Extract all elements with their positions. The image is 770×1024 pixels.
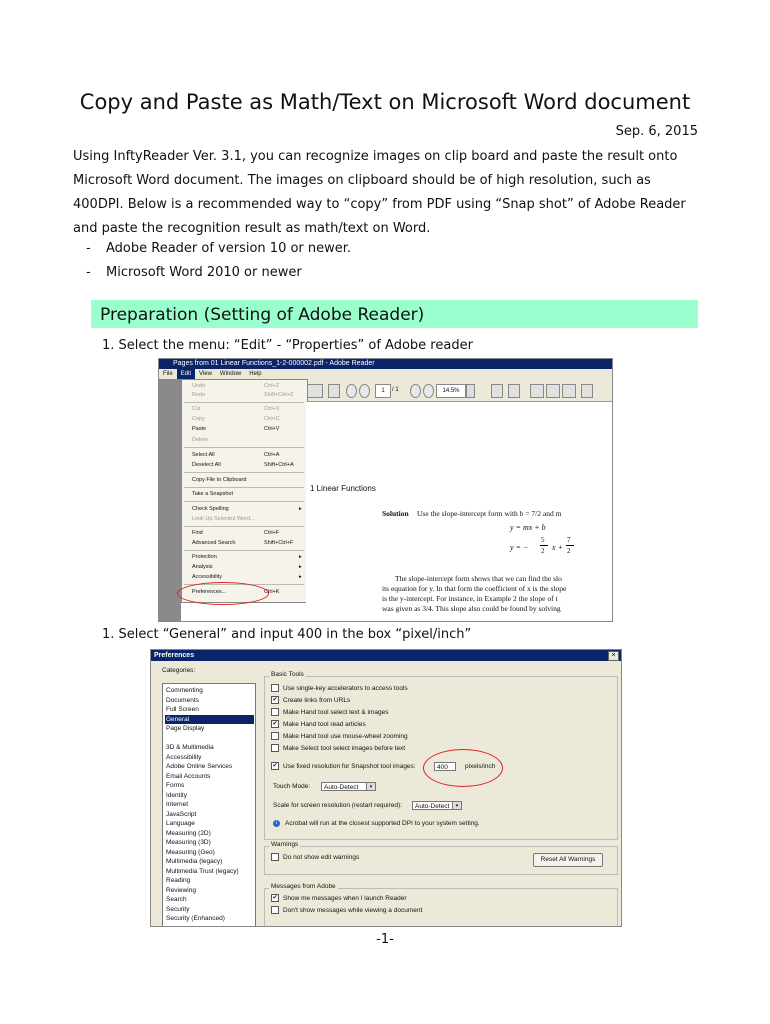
category-item[interactable]: Full Screen <box>166 706 199 713</box>
checkbox[interactable] <box>271 744 279 752</box>
zoom-dropdown-icon[interactable] <box>466 384 475 398</box>
category-item[interactable]: Reviewing <box>166 886 196 894</box>
bullet-adobe-reader: Adobe Reader of version 10 or newer. <box>106 241 352 256</box>
menu-item-take-snapshot[interactable]: Take a Snapshot <box>192 491 233 497</box>
resolution-highlight <box>423 749 503 787</box>
option-hand-select[interactable]: Make Hand tool select text & images <box>271 708 389 718</box>
menu-item-select-all[interactable]: Select All Ctrl+A <box>192 452 280 458</box>
pdf-frac2-bar <box>566 545 574 546</box>
pdf-content <box>306 402 612 621</box>
pdf-equation-2-mid: x + <box>552 543 563 552</box>
category-item[interactable]: Page Display <box>166 725 205 732</box>
category-item[interactable]: Email Accounts <box>166 772 211 780</box>
pdf-heading: 1 Linear Functions <box>310 484 376 493</box>
snapshot-resolution-input[interactable]: 400 <box>434 762 456 771</box>
checkbox[interactable] <box>271 684 279 692</box>
option-edit-warnings[interactable]: Do not show edit warnings <box>271 853 359 863</box>
intro-line-2: Microsoft Word document. The images on clipboard should be of high resolution, such as <box>73 173 651 188</box>
page-number-input[interactable]: 1 <box>375 384 391 398</box>
preferences-dialog-screenshot <box>150 649 622 927</box>
pdf-solution-label: Solution <box>382 509 409 518</box>
chevron-down-icon: ▾ <box>366 783 375 790</box>
email-icon[interactable] <box>328 384 340 398</box>
menu-edit[interactable]: Edit <box>177 369 195 379</box>
menu-item-check-spelling[interactable]: Check Spelling ▸ <box>192 506 302 512</box>
checkbox-checked[interactable]: ✔ <box>272 895 278 902</box>
sign-icon[interactable] <box>546 384 560 398</box>
bullet-dash: - <box>86 265 91 280</box>
print-icon[interactable] <box>307 384 323 398</box>
checkbox[interactable] <box>271 732 279 740</box>
zoom-select[interactable]: 14.5% <box>436 384 466 398</box>
category-item[interactable]: JavaScript <box>166 810 197 818</box>
pdf-body-line: its equation for y. In that form the coefficient of x is the slope <box>382 584 567 593</box>
share-icon[interactable] <box>562 384 576 398</box>
info-message: i Acrobat will run at the closest supported DPI to your system setting. <box>273 819 480 829</box>
page-number: -1- <box>376 932 394 947</box>
menu-item-preferences[interactable]: Preferences... Ctrl+K <box>192 589 280 595</box>
option-snapshot-resolution[interactable]: ✔ Use fixed resolution for Snapshot tool images: <box>272 763 416 770</box>
option-single-key[interactable]: Use single-key accelerators to access tools <box>271 684 408 694</box>
menu-item-analysis[interactable]: Analysis ▸ <box>192 564 302 570</box>
pdf-frac2-num: 7 <box>567 536 571 544</box>
menu-item-redo[interactable]: Redo Shift+Ctrl+Z <box>192 392 294 398</box>
menu-window[interactable]: Window <box>219 371 242 377</box>
scale-select[interactable]: Auto-Detect ▾ <box>412 801 462 810</box>
edit-menu <box>181 379 308 603</box>
menu-item-delete[interactable]: Delete <box>192 437 208 443</box>
pdf-frac1-num: 5 <box>541 536 545 544</box>
checkbox-checked[interactable]: ✔ <box>272 763 278 770</box>
menu-file[interactable]: File <box>163 371 173 377</box>
option-hide-messages[interactable]: Don't show messages while viewing a document <box>271 906 422 916</box>
menu-view[interactable]: View <box>199 371 212 377</box>
category-item[interactable]: Accessibility <box>166 753 202 761</box>
category-item[interactable]: Multimedia Trust (legacy) <box>166 867 239 875</box>
close-icon[interactable]: × <box>608 651 619 661</box>
pdf-body-line: was given as 3/4. This slope also could be found by solving <box>382 604 561 613</box>
category-item[interactable]: Measuring (2D) <box>166 829 211 837</box>
category-item[interactable]: Security (Enhanced) <box>166 915 225 922</box>
option-show-messages[interactable]: ✔ Show me messages when I launch Reader <box>272 895 407 902</box>
checkbox-checked[interactable]: ✔ <box>272 697 278 704</box>
page-up-icon[interactable] <box>346 384 357 398</box>
section-heading: Preparation (Setting of Adobe Reader) <box>91 300 698 328</box>
categories-label: Categories: <box>162 667 196 674</box>
intro-line-4: and paste the recognition result as math/text on Word. <box>73 221 431 236</box>
pdf-frac1-den: 2 <box>541 547 545 555</box>
basic-tools-label: Basic Tools <box>271 671 304 678</box>
adobe-reader-screenshot <box>158 358 613 622</box>
checkbox[interactable] <box>271 906 279 914</box>
menu-item-deselect-all[interactable]: Deselect All Shift+Ctrl+A <box>192 462 294 468</box>
menu-item-copy[interactable]: Copy Ctrl+C <box>192 416 280 422</box>
dialog-title: Preferences <box>151 650 621 661</box>
menu-item-accessibility[interactable]: Accessibility ▸ <box>192 574 302 580</box>
categories-list[interactable] <box>162 683 256 927</box>
scale-label: Scale for screen resolution (restart required): <box>273 802 402 809</box>
comment-icon[interactable] <box>530 384 544 398</box>
menu-help[interactable]: Help <box>249 371 262 377</box>
category-item[interactable]: 3D & Multimedia <box>166 744 214 751</box>
step-1-instruction: 1. Select the menu: “Edit” - “Properties” of Adobe reader <box>102 338 473 353</box>
zoom-out-icon[interactable] <box>410 384 421 398</box>
intro-line-1: Using InftyReader Ver. 3.1, you can recognize images on clip board and paste the result onto <box>73 149 678 164</box>
checkbox-checked[interactable]: ✔ <box>272 721 278 728</box>
pdf-frac1-bar <box>540 545 548 546</box>
intro-line-3: 400DPI. Below is a recommended way to “copy” from PDF using “Snap shot” of Adobe Reader <box>73 197 686 212</box>
category-item[interactable]: Multimedia (legacy) <box>166 858 223 865</box>
window-title: Pages from 01 Linear Functions_1-2-000002.pdf - Adobe Reader <box>159 359 612 369</box>
category-item[interactable]: Security <box>166 905 190 913</box>
bullet-word: Microsoft Word 2010 or newer <box>106 265 302 280</box>
pdf-equation-2-lhs: y = − <box>510 543 529 552</box>
menu-item-advanced-search[interactable]: Advanced Search Shift+Ctrl+F <box>192 540 294 546</box>
category-item[interactable]: Identity <box>166 791 187 799</box>
touch-mode-label: Touch Mode: <box>273 783 311 790</box>
category-item-general[interactable]: General <box>165 715 254 724</box>
category-item[interactable]: Language <box>166 820 195 827</box>
menu-item-cut[interactable]: Cut Ctrl+X <box>192 406 280 412</box>
option-hand-articles[interactable]: ✔ Make Hand tool read articles <box>272 721 366 728</box>
warnings-label: Warnings <box>271 841 299 848</box>
preferences-highlight <box>177 582 269 605</box>
fit-page-icon[interactable] <box>491 384 503 398</box>
category-item[interactable]: Search <box>166 896 187 903</box>
chevron-down-icon: ▾ <box>452 802 461 809</box>
menu-item-copy-file[interactable]: Copy File to Clipboard <box>192 477 247 483</box>
zoom-in-icon[interactable] <box>423 384 434 398</box>
reset-warnings-button[interactable]: Reset All Warnings <box>533 853 603 867</box>
pdf-body-line: The slope-intercept form shows that we can find the slo <box>395 574 562 583</box>
menu-item-undo[interactable]: Undo Ctrl+Z <box>192 383 280 389</box>
category-item[interactable]: Internet <box>166 801 189 808</box>
fit-width-icon[interactable] <box>508 384 520 398</box>
page-total: / 1 <box>392 387 399 393</box>
menu-bar <box>159 369 612 379</box>
category-item[interactable]: Measuring (Geo) <box>166 848 215 856</box>
option-create-links[interactable]: ✔ Create links from URLs <box>272 697 351 704</box>
expand-icon[interactable] <box>581 384 593 398</box>
checkbox[interactable] <box>271 708 279 716</box>
menu-item-look-up[interactable]: Look Up Selected Word... <box>192 516 255 522</box>
category-item[interactable]: Forms <box>166 782 185 789</box>
page-down-icon[interactable] <box>359 384 370 398</box>
pdf-frac2-den: 2 <box>567 547 571 555</box>
document-date: Sep. 6, 2015 <box>615 124 698 139</box>
pdf-solution-text: Use the slope-intercept form with b = 7/2 and m <box>417 509 562 518</box>
menu-item-find[interactable]: Find Ctrl+F <box>192 530 280 536</box>
category-item[interactable]: Commenting <box>166 687 203 694</box>
touch-mode-select[interactable]: Auto-Detect ▾ <box>321 782 376 791</box>
category-item[interactable]: Adobe Online Services <box>166 763 233 770</box>
checkbox[interactable] <box>271 853 279 861</box>
option-hand-zoom[interactable]: Make Hand tool use mouse-wheel zooming <box>271 732 408 742</box>
pdf-equation-1: y = mx + b <box>510 523 546 532</box>
category-item[interactable]: Measuring (3D) <box>166 839 211 846</box>
snapshot-unit-label: pixels/inch <box>465 763 496 770</box>
menu-item-protection[interactable]: Protection ▸ <box>192 554 302 560</box>
navigation-pane <box>159 379 181 621</box>
step-2-instruction: 1. Select “General” and input 400 in the box “pixel/inch” <box>102 627 472 642</box>
info-icon: i <box>273 820 280 827</box>
option-select-images[interactable]: Make Select tool select images before text <box>271 744 405 754</box>
bullet-dash: - <box>86 241 91 256</box>
messages-label: Messages from Adobe <box>271 883 336 890</box>
pdf-body-line: is the y-intercept. For instance, in Example 2 the slope of t <box>382 594 558 603</box>
page-title: Copy and Paste as Math/Text on Microsoft Word document <box>79 90 691 114</box>
category-item[interactable]: Reading <box>166 877 191 884</box>
menu-item-paste[interactable]: Paste Ctrl+V <box>192 426 280 432</box>
toolbar <box>304 379 612 402</box>
category-item[interactable]: Documents <box>166 696 199 704</box>
